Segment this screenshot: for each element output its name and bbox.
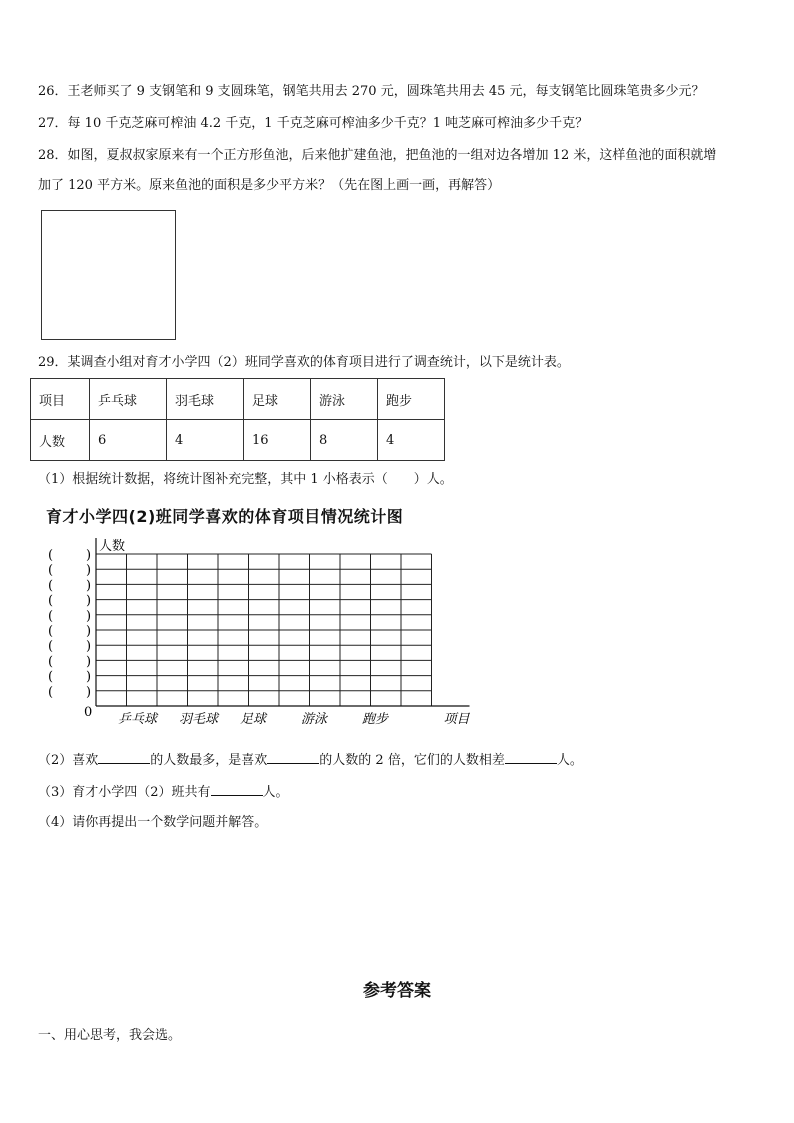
x-axis-label: 项目 bbox=[443, 712, 470, 727]
question-28-line2: 加了 120 平方米。原来鱼池的面积是多少平方米？（先在图上画一画，再解答） bbox=[38, 178, 501, 193]
question-26: 26．王老师买了 9 支钢笔和 9 支圆珠笔，钢笔共用去 270 元，圆珠笔共用去 45 元，每支钢笔比圆珠笔贵多少元？ bbox=[38, 84, 705, 99]
x-tick-label: 足球 bbox=[240, 712, 267, 727]
y-tick-placeholder: ( bbox=[48, 624, 54, 639]
table-cell: 8 bbox=[311, 420, 378, 461]
subquestion-1: （1）根据统计数据，将统计图补充完整，其中 1 小格表示（ ）人。 bbox=[38, 472, 453, 487]
y-tick-placeholder-close: ) bbox=[86, 563, 92, 579]
table-cell: 人数 bbox=[31, 420, 90, 461]
question-28-line1: 28．如图，夏叔叔家原来有一个正方形鱼池，后来他扩建鱼池，把鱼池的一组对边各增加 12 米，这样鱼池的面积就增 bbox=[38, 148, 717, 163]
subquestion-2 bbox=[38, 751, 583, 769]
table-cell: 游泳 bbox=[311, 379, 378, 420]
y-tick-placeholder: ( bbox=[48, 684, 54, 700]
subquestion-2-part-b: 的人数最多，是喜欢 bbox=[150, 753, 268, 768]
x-tick-label: 乒乓球 bbox=[118, 712, 158, 727]
y-tick-placeholder-close: ) bbox=[86, 578, 92, 594]
y-tick-placeholder-close: ) bbox=[86, 654, 92, 670]
y-tick-zero: 0 bbox=[84, 705, 93, 720]
y-tick-placeholder-close: ) bbox=[86, 608, 92, 624]
y-tick-placeholder-close: ) bbox=[86, 593, 92, 609]
y-tick-placeholder: ( bbox=[48, 639, 54, 655]
table-row-header bbox=[31, 379, 445, 420]
answer-blank[interactable] bbox=[267, 751, 319, 764]
table-cell: 4 bbox=[378, 420, 445, 461]
answer-blank[interactable] bbox=[211, 783, 263, 796]
bar-chart-grid bbox=[40, 534, 480, 734]
table-cell: 足球 bbox=[244, 379, 311, 420]
y-tick-placeholder-close: ) bbox=[86, 548, 92, 563]
subquestion-2-part-d: 人。 bbox=[556, 753, 583, 768]
table-cell: 羽毛球 bbox=[167, 379, 244, 420]
subquestion-3 bbox=[38, 783, 289, 801]
subquestion-2-part-a: （2）喜欢 bbox=[38, 753, 99, 768]
table-cell: 跑步 bbox=[378, 379, 445, 420]
y-tick-placeholder: ( bbox=[48, 593, 54, 609]
chart-title: 育才小学四(2)班同学喜欢的体育项目情况统计图 bbox=[46, 507, 404, 526]
subquestion-2-part-c: 的人数的 2 倍，它们的人数相差 bbox=[319, 753, 505, 768]
table-cell: 乒乓球 bbox=[90, 379, 167, 420]
subquestion-3-part-a: （3）育才小学四（2）班共有 bbox=[38, 785, 211, 800]
table-cell: 16 bbox=[244, 420, 311, 461]
y-axis-label: 人数 bbox=[99, 539, 126, 554]
x-tick-label: 跑步 bbox=[362, 712, 389, 727]
answer-section-1: 一、用心思考，我会选。 bbox=[38, 1028, 182, 1043]
table-cell: 6 bbox=[90, 420, 167, 461]
y-tick-placeholder: ( bbox=[48, 578, 54, 594]
y-tick-placeholder: ( bbox=[48, 654, 54, 670]
y-tick-placeholder-close: ) bbox=[86, 624, 92, 639]
y-tick-placeholder: ( bbox=[48, 548, 54, 563]
table-cell: 项目 bbox=[31, 379, 90, 420]
y-tick-placeholder-close: ) bbox=[86, 639, 92, 655]
stats-table bbox=[30, 378, 445, 461]
y-tick-placeholder: ( bbox=[48, 669, 54, 685]
y-tick-placeholder: ( bbox=[48, 563, 54, 579]
square-pond-figure bbox=[41, 210, 176, 340]
subquestion-3-part-b: 人。 bbox=[262, 785, 289, 800]
x-tick-label: 羽毛球 bbox=[179, 712, 219, 727]
y-tick-placeholder-close: ) bbox=[86, 669, 92, 685]
question-29: 29．某调查小组对育才小学四（2）班同学喜欢的体育项目进行了调查统计，以下是统计表。 bbox=[38, 355, 570, 370]
y-tick-placeholder: ( bbox=[48, 608, 54, 624]
question-27: 27．每 10 千克芝麻可榨油 4.2 千克，1 千克芝麻可榨油多少千克？1 吨芝麻可榨油多少千克？ bbox=[38, 116, 589, 131]
subquestion-4: （4）请你再提出一个数学问题并解答。 bbox=[38, 815, 268, 830]
answer-title: 参考答案 bbox=[363, 981, 431, 1001]
y-tick-placeholder-close: ) bbox=[86, 684, 92, 700]
table-row-data bbox=[31, 420, 445, 461]
table-cell: 4 bbox=[167, 420, 244, 461]
x-tick-label: 游泳 bbox=[301, 712, 328, 727]
answer-blank[interactable] bbox=[98, 751, 150, 764]
answer-blank[interactable] bbox=[505, 751, 557, 764]
